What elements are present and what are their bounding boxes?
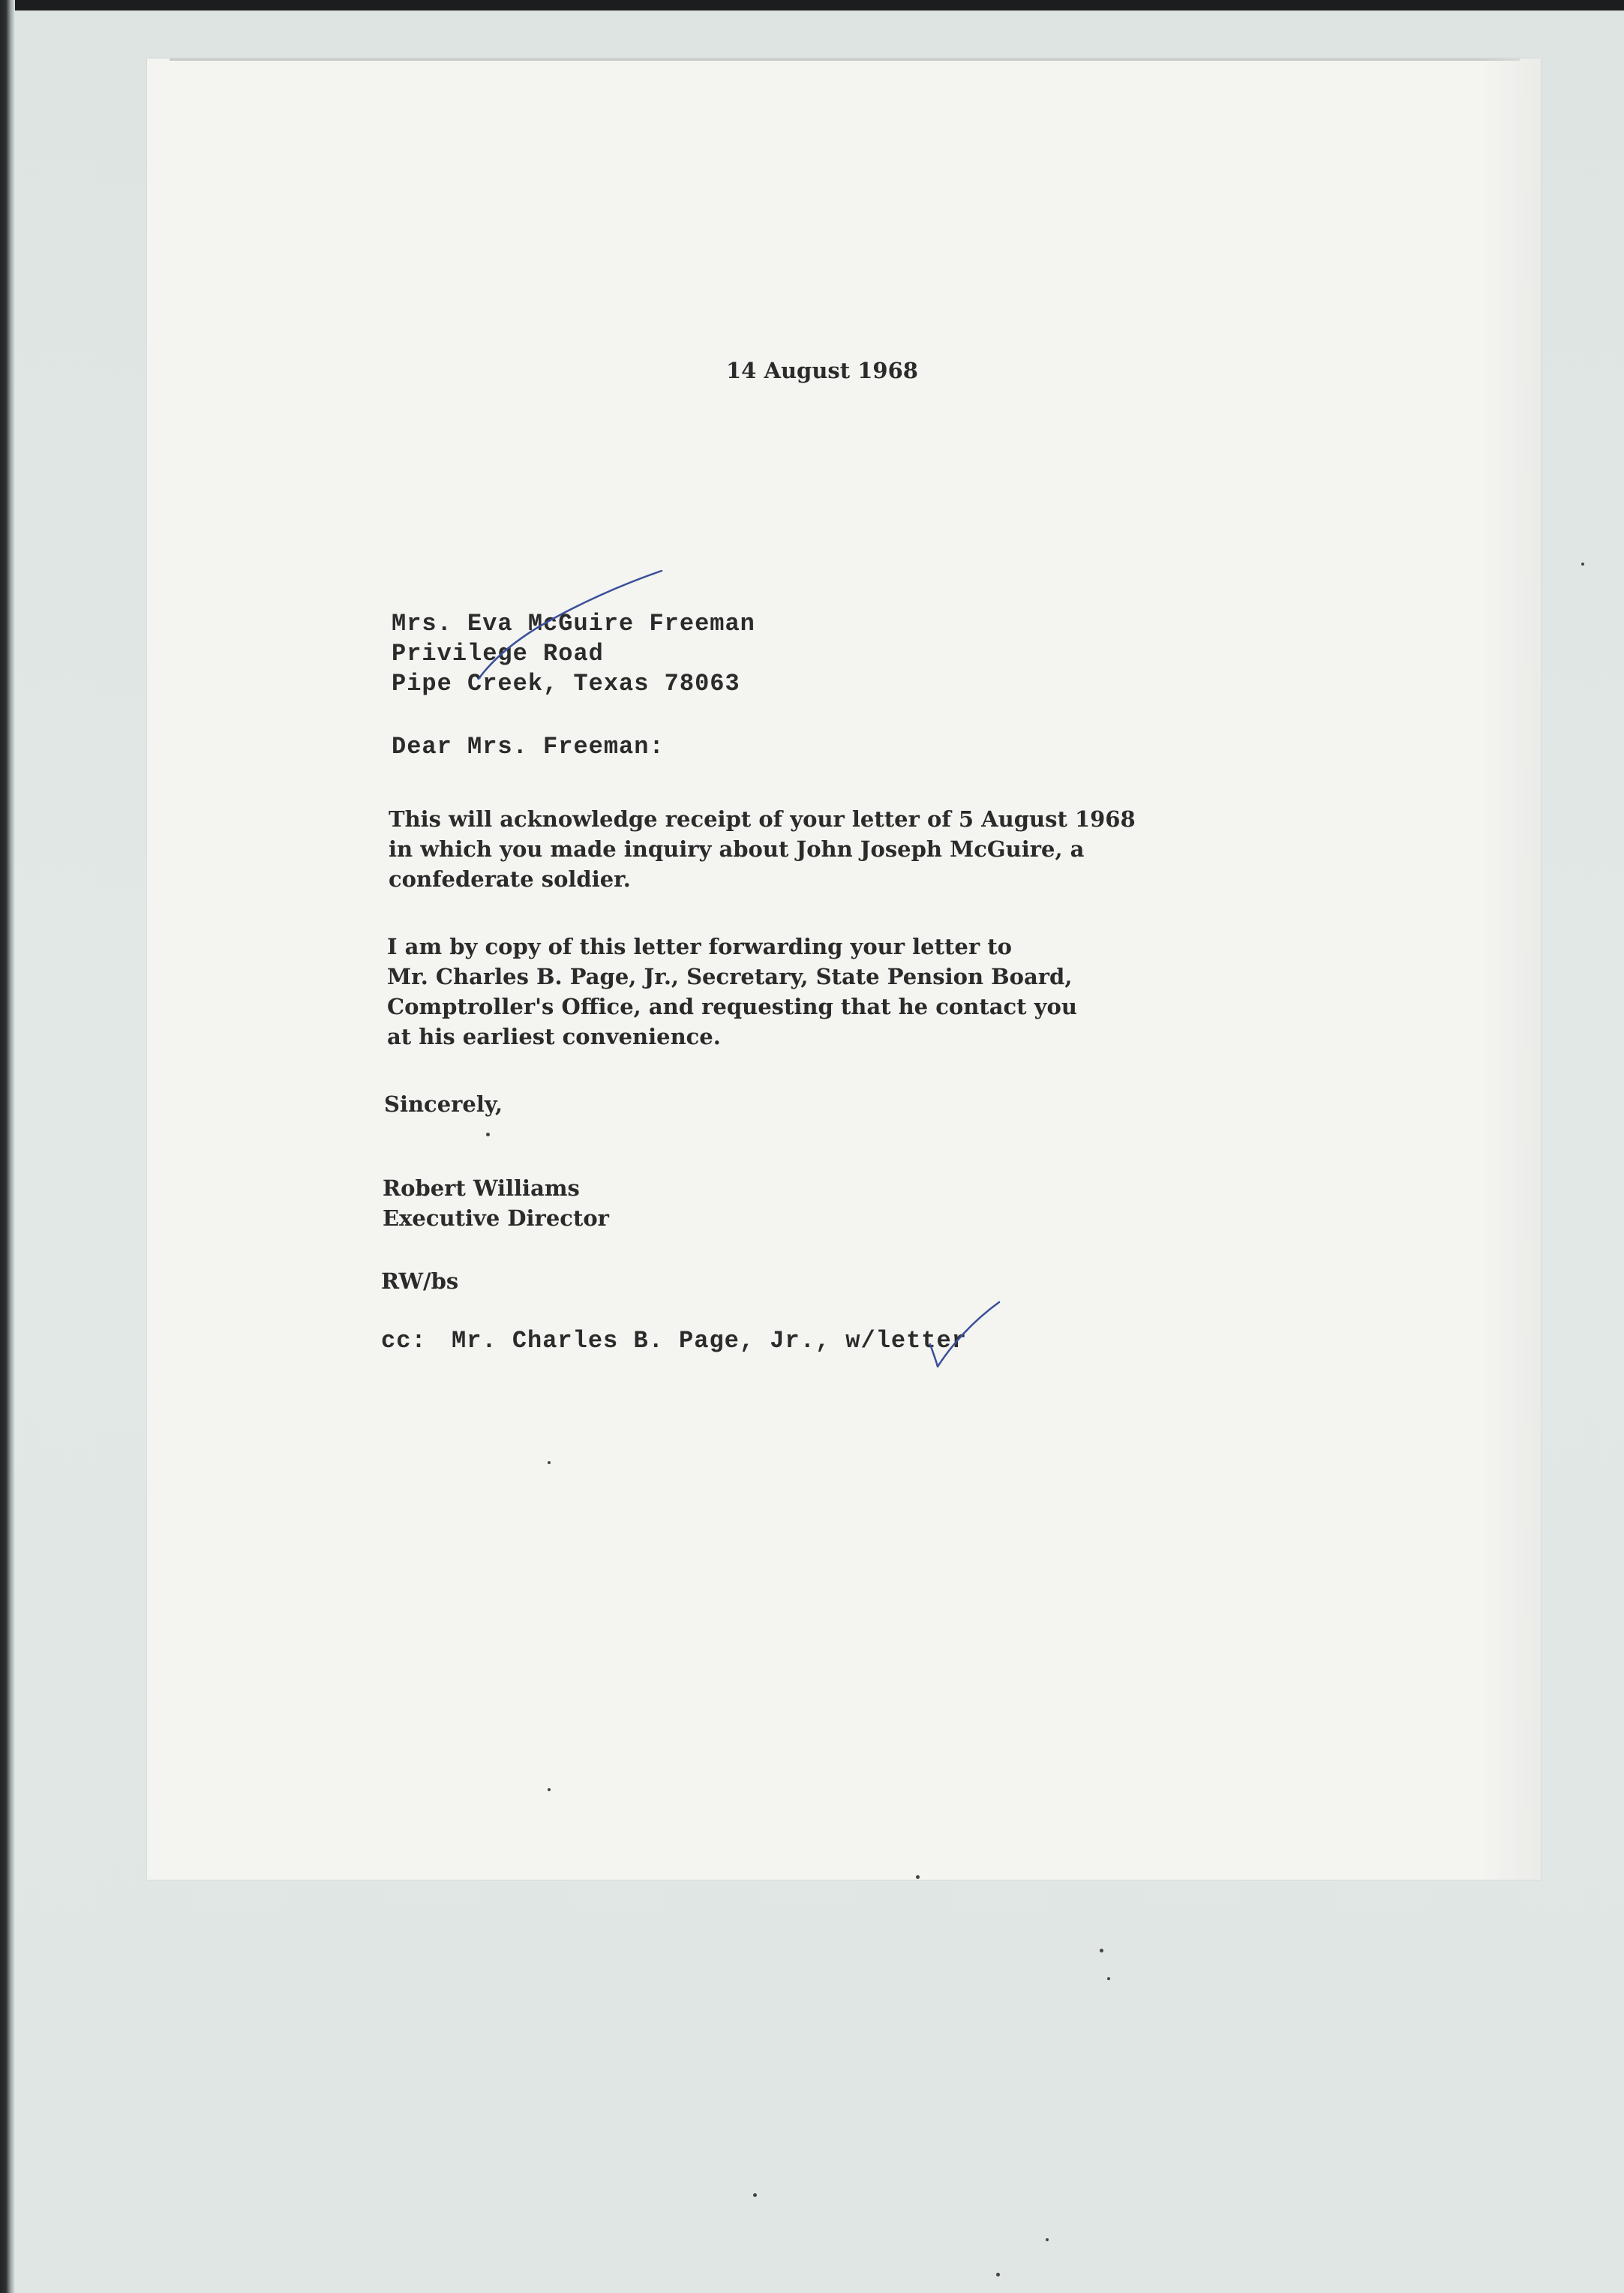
pen-check-mark-icon xyxy=(924,1299,1007,1374)
cc-text: Mr. Charles B. Page, Jr., w/letter xyxy=(452,1327,967,1355)
paragraph1-line3: confederate soldier. xyxy=(389,866,631,892)
paragraph1-line2: in which you made inquiry about John Joseph McGuire, a xyxy=(389,836,1085,862)
paper-speck xyxy=(486,1133,490,1136)
signer-name: Robert Williams xyxy=(383,1175,580,1201)
paper-speck xyxy=(916,1875,920,1879)
recipient-street: Privilege Road xyxy=(392,640,604,668)
paragraph1-line1: This will acknowledge receipt of your letter of 5 August 1968 xyxy=(389,806,1136,832)
typist-initials: RW/bs xyxy=(381,1268,459,1294)
scanner-speck xyxy=(996,2273,1000,2276)
paragraph2-line2: Mr. Charles B. Page, Jr., Secretary, State Pension Board, xyxy=(387,964,1073,989)
scanner-speck xyxy=(1046,2238,1049,2241)
sheet-shadow xyxy=(1481,59,1541,1880)
scanner-speck xyxy=(1107,1977,1110,1980)
letter-sheet xyxy=(147,59,1541,1880)
paragraph2-line1: I am by copy of this letter forwarding your letter to xyxy=(387,934,1012,959)
recipient-city: Pipe Creek, Texas 78063 xyxy=(392,670,740,698)
letter-date: 14 August 1968 xyxy=(726,358,918,383)
paper-speck xyxy=(548,1788,551,1791)
scanner-speck xyxy=(753,2193,757,2197)
salutation: Dear Mrs. Freeman: xyxy=(392,733,665,761)
sheet-edge-line xyxy=(170,59,1520,61)
cc-label: cc: xyxy=(381,1327,427,1355)
paragraph2-line3: Comptroller's Office, and requesting that he contact you xyxy=(387,994,1077,1019)
closing: Sincerely, xyxy=(384,1091,503,1117)
scanner-edge-left xyxy=(0,0,15,2293)
scanner-edge-top xyxy=(0,0,1624,11)
scanner-speck xyxy=(1100,1949,1103,1952)
recipient-name: Mrs. Eva McGuire Freeman xyxy=(392,610,755,638)
pen-check-mark-icon xyxy=(465,566,675,694)
scanner-speck xyxy=(1581,563,1584,566)
signer-title: Executive Director xyxy=(383,1205,609,1231)
paper-speck xyxy=(548,1461,551,1464)
paragraph2-line4: at his earliest convenience. xyxy=(387,1024,721,1049)
